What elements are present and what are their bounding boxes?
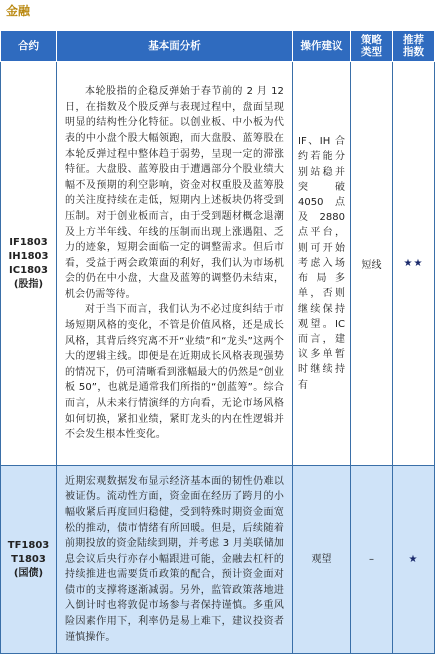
- analysis-cell: [57, 466, 293, 654]
- analysis-paragraph: 近期宏观数据发布显示经济基本面的韧性仍难以被证伪。流动性方面，资金面在经历了跨月的小幅收紧后再度回归稳健，受到特殊时期资金面宽松的推动，债市情绪有所回暖。但是，后续随着前期投放的资金陆续到期，并考虑 3 月美联储加息会议后央行亦存小幅跟进可能，金融去杠杆的持续推进也需要货币政策的配合，预计资金面对债市的支撑将逐渐减弱。另外，监管政策落地进入倒计时也将敦促市场参与者保持谨慎。多重风险因素作用下，利率仍是易上难下，建议投资者谨慎操作。: [65, 475, 284, 643]
- contract-category: (股指): [13, 278, 44, 290]
- header-analysis: 基本面分析: [57, 31, 293, 62]
- contract-line: T1803: [11, 553, 46, 565]
- header-contract: 合约: [1, 31, 57, 62]
- header-strategy-label: 策略类型: [361, 34, 382, 58]
- contract-line: TF1803: [7, 539, 50, 551]
- strategy-text: –: [369, 554, 374, 565]
- rating-stars: ★★: [403, 258, 424, 269]
- contract-line: IF1803: [9, 236, 48, 248]
- header-rating: [393, 31, 435, 62]
- header-advice: 操作建议: [293, 31, 351, 62]
- analysis-paragraph: 对于当下而言，我们认为不必过度纠结于市场短期风格的变化，不管是价值风格，还是成长风格，其背后终究离不开“业绩”和“龙头”这两个大的逻辑主线。即便是在近期成长风格表现强势的情况下，仍可清晰看到涨幅最大的仍然是“创业板 50”，也就是通常我们所指的“创蓝筹”。综合而言，从未来行情演绎的方向看，无论市场风格如何切换，紧扣业绩，紧盯龙头的内在性逻辑并不会发生根本性变化。: [65, 304, 284, 441]
- strategy-cell: [351, 62, 393, 466]
- rating-cell: [393, 466, 435, 654]
- contract-category: (国债): [13, 567, 44, 579]
- contract-cell: [1, 62, 57, 466]
- header-rating-label: 推荐指数: [403, 34, 424, 58]
- table-header-row: [1, 31, 435, 62]
- advice-cell: [293, 62, 351, 466]
- advice-text: IF、IH 合约若能分别站稳并突破 4050 点及 2880 点平台，则可开始考虑入场布局多单，否则继续保持观望。IC 而言，建议多单暂时继续持有: [298, 136, 345, 391]
- strategy-text: 短线: [361, 260, 382, 271]
- advice-text: 观望: [311, 553, 332, 565]
- header-strategy: [351, 31, 393, 62]
- advice-cell: [293, 466, 351, 654]
- futures-strategy-table: [0, 30, 435, 654]
- table-row-treasury-bond: [1, 466, 435, 654]
- table-row-stock-index: [1, 62, 435, 466]
- rating-cell: [393, 62, 435, 466]
- analysis-cell: [57, 62, 293, 466]
- contract-cell: [1, 466, 57, 654]
- contract-line: IH1803: [8, 250, 49, 262]
- rating-stars: ★: [408, 554, 419, 565]
- section-title: 金融: [6, 4, 31, 18]
- strategy-cell: [351, 466, 393, 654]
- contract-line: IC1803: [9, 264, 48, 276]
- analysis-paragraph: 本轮股指的企稳反弹始于春节前的 2 月 12 日，在指数及个股反弹与表现过程中，盘面呈现明显的结构性分化特征。以创业板、中小板为代表的中小盘个股大幅领跑，而大盘股、蓝筹股在本轮反弹过程中整体趋于弱势，呈现一定的滞涨特征。大盘股、蓝筹股由于遭遇部分个股业绩大幅不及预期的利空影响，资金对权重股及蓝筹股的关注度持续在走低，短期内上述板块仍将受到压制。对于创业板而言，由于受到题材概念退潮及上方半年线、年线的压制而出现上涨遇阻、乏力的迹象，短期会面临一定的调整需求。但后市看，受益于两会政策面的利好，我们认为市场机会的仍在中小盘，大盘及蓝筹的调整仍未结束，机会仍需等待。: [65, 86, 284, 300]
